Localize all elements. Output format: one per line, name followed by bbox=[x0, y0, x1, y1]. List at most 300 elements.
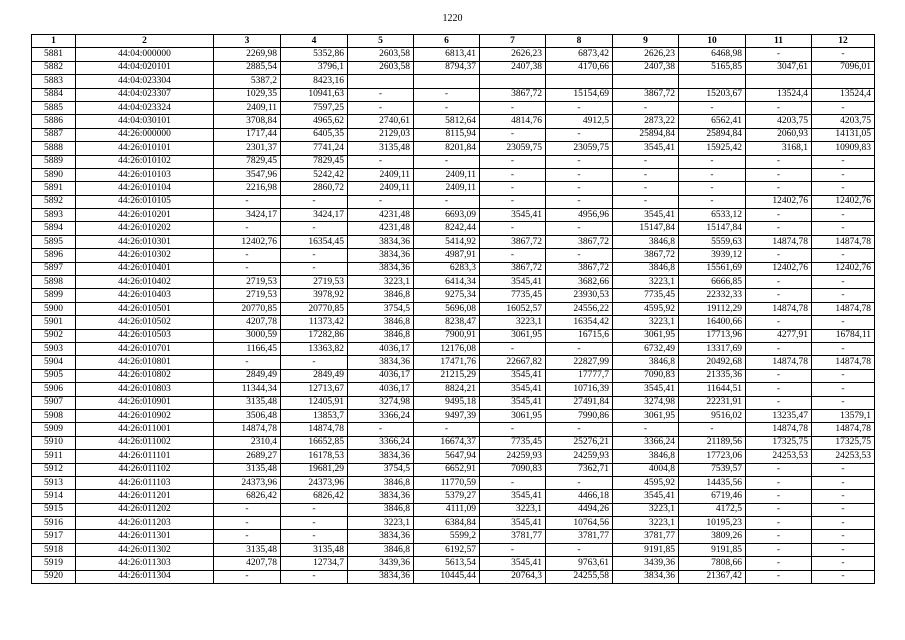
table-cell: - bbox=[812, 396, 875, 409]
table-cell: 3223,1 bbox=[480, 316, 546, 329]
table-cell: - bbox=[546, 182, 613, 195]
table-cell: 4231,48 bbox=[348, 209, 414, 222]
table-cell: - bbox=[348, 88, 414, 101]
table-cell: - bbox=[348, 423, 414, 436]
table-cell: - bbox=[812, 168, 875, 181]
table-cell: - bbox=[812, 517, 875, 530]
table-cell: - bbox=[746, 369, 812, 382]
table-cell: 3834,36 bbox=[348, 249, 414, 262]
table-cell: 3135,48 bbox=[214, 463, 281, 476]
table-cell: 7362,71 bbox=[546, 463, 613, 476]
table-cell: 44:26:010503 bbox=[76, 329, 214, 342]
table-cell: 7741,24 bbox=[281, 142, 348, 155]
table-cell: 23930,53 bbox=[546, 289, 613, 302]
table-cell: 2849,49 bbox=[214, 369, 281, 382]
table-row bbox=[32, 195, 875, 208]
table-cell: 14874,78 bbox=[812, 235, 875, 248]
table-row bbox=[32, 101, 875, 114]
table-cell: - bbox=[812, 222, 875, 235]
table-cell: 12402,76 bbox=[746, 195, 812, 208]
table-cell: 8423,16 bbox=[281, 75, 348, 88]
table-cell: 3135,48 bbox=[214, 543, 281, 556]
table-cell: 5920 bbox=[32, 570, 76, 583]
table-cell: 20492,68 bbox=[679, 356, 746, 369]
table-row bbox=[32, 423, 875, 436]
table-cell: - bbox=[348, 195, 414, 208]
table-cell: - bbox=[546, 195, 613, 208]
table-cell: - bbox=[214, 517, 281, 530]
column-header: 12 bbox=[812, 35, 875, 48]
table-cell bbox=[414, 75, 480, 88]
table-cell: 5165,85 bbox=[679, 61, 746, 74]
table-cell: 7900,91 bbox=[414, 329, 480, 342]
table-cell: 5907 bbox=[32, 396, 76, 409]
table-cell: 14874,78 bbox=[746, 302, 812, 315]
table-cell: 3424,17 bbox=[281, 209, 348, 222]
table-cell: 4595,92 bbox=[613, 302, 679, 315]
table-cell: 24253,53 bbox=[746, 450, 812, 463]
table-cell: 22827,99 bbox=[546, 356, 613, 369]
table-cell: 3867,72 bbox=[613, 249, 679, 262]
table-cell: 8238,47 bbox=[414, 316, 480, 329]
table-cell: 13235,47 bbox=[746, 409, 812, 422]
table-row bbox=[32, 88, 875, 101]
table-cell: 3135,48 bbox=[214, 396, 281, 409]
table-cell: 8115,94 bbox=[414, 128, 480, 141]
table-cell: 5913 bbox=[32, 476, 76, 489]
table-cell: 13524,4 bbox=[746, 88, 812, 101]
table-cell: 14874,78 bbox=[812, 302, 875, 315]
table-cell: 23059,75 bbox=[480, 142, 546, 155]
table-cell: - bbox=[812, 369, 875, 382]
table-cell: 3274,98 bbox=[613, 396, 679, 409]
table-cell: - bbox=[480, 222, 546, 235]
table-cell: - bbox=[546, 249, 613, 262]
table-cell: 17777,7 bbox=[546, 369, 613, 382]
table-cell: 2603,58 bbox=[348, 48, 414, 61]
table-row bbox=[32, 128, 875, 141]
table-cell: 3834,36 bbox=[613, 570, 679, 583]
table-row bbox=[32, 262, 875, 275]
table-cell: 1166,45 bbox=[214, 342, 281, 355]
table-cell: 5883 bbox=[32, 75, 76, 88]
table-cell: - bbox=[679, 101, 746, 114]
table-cell: 3846,8 bbox=[348, 316, 414, 329]
table-cell: 5647,94 bbox=[414, 450, 480, 463]
table-cell: 9275,34 bbox=[414, 289, 480, 302]
table-cell: 2603,58 bbox=[348, 61, 414, 74]
table-cell: - bbox=[414, 195, 480, 208]
table-cell: - bbox=[746, 289, 812, 302]
table-cell: 3545,41 bbox=[480, 490, 546, 503]
table-cell: 17471,76 bbox=[414, 356, 480, 369]
table-cell: - bbox=[414, 423, 480, 436]
table-cell: 2060,93 bbox=[746, 128, 812, 141]
table-cell: 3846,8 bbox=[348, 503, 414, 516]
table-cell: 16354,42 bbox=[546, 316, 613, 329]
table-row bbox=[32, 530, 875, 543]
column-header: 1 bbox=[32, 35, 76, 48]
table-cell: 4277,91 bbox=[746, 329, 812, 342]
table-cell: 5899 bbox=[32, 289, 76, 302]
table-cell bbox=[613, 75, 679, 88]
table-cell: 3682,66 bbox=[546, 276, 613, 289]
table-cell: - bbox=[812, 101, 875, 114]
table-cell: - bbox=[746, 517, 812, 530]
table-cell: 44:26:011002 bbox=[76, 436, 214, 449]
table-cell: 4203,75 bbox=[812, 115, 875, 128]
table-cell: 6719,46 bbox=[679, 490, 746, 503]
table-cell: 44:26:011301 bbox=[76, 530, 214, 543]
table-cell: 24373,96 bbox=[214, 476, 281, 489]
table-cell: - bbox=[348, 155, 414, 168]
table-cell: - bbox=[281, 503, 348, 516]
table-cell: 4987,91 bbox=[414, 249, 480, 262]
table-cell: 17713,96 bbox=[679, 329, 746, 342]
table-cell: 16715,6 bbox=[546, 329, 613, 342]
table-cell: - bbox=[746, 503, 812, 516]
table-cell: - bbox=[812, 155, 875, 168]
table-cell: 9516,02 bbox=[679, 409, 746, 422]
table-cell: 5894 bbox=[32, 222, 76, 235]
table-cell: 3545,41 bbox=[480, 209, 546, 222]
table-cell: 4231,48 bbox=[348, 222, 414, 235]
table-cell: 6192,57 bbox=[414, 543, 480, 556]
table-cell: 3834,36 bbox=[348, 356, 414, 369]
table-cell: 3545,41 bbox=[613, 142, 679, 155]
table-cell: - bbox=[746, 276, 812, 289]
table-cell: 9495,18 bbox=[414, 396, 480, 409]
table-cell: 3846,8 bbox=[348, 476, 414, 489]
table-cell: - bbox=[679, 195, 746, 208]
table-cell: 3223,1 bbox=[613, 276, 679, 289]
table-cell: 3978,92 bbox=[281, 289, 348, 302]
table-cell: 2269,98 bbox=[214, 48, 281, 61]
table-cell: 7096,01 bbox=[812, 61, 875, 74]
table-cell: 12402,76 bbox=[812, 195, 875, 208]
table-cell: 1029,35 bbox=[214, 88, 281, 101]
table-cell: - bbox=[480, 195, 546, 208]
table-cell: 6873,42 bbox=[546, 48, 613, 61]
table-cell: - bbox=[414, 88, 480, 101]
table-cell: - bbox=[679, 155, 746, 168]
table-cell: - bbox=[480, 101, 546, 114]
table-cell: - bbox=[480, 249, 546, 262]
page-number: 1220 bbox=[442, 13, 463, 24]
table-cell: - bbox=[746, 155, 812, 168]
table-cell: - bbox=[746, 222, 812, 235]
table-cell: - bbox=[546, 423, 613, 436]
table-cell: 44:26:010902 bbox=[76, 409, 214, 422]
table-cell: 6826,42 bbox=[281, 490, 348, 503]
table-cell: 5915 bbox=[32, 503, 76, 516]
table-cell: 2626,23 bbox=[480, 48, 546, 61]
table-cell: 16674,37 bbox=[414, 436, 480, 449]
table-cell: 9763,61 bbox=[546, 557, 613, 570]
table-cell: - bbox=[746, 168, 812, 181]
table-cell: - bbox=[480, 155, 546, 168]
table-cell: 44:04:000000 bbox=[76, 48, 214, 61]
table-cell: 3366,24 bbox=[613, 436, 679, 449]
column-header: 2 bbox=[76, 35, 214, 48]
table-cell: 44:04:023304 bbox=[76, 75, 214, 88]
table-cell: - bbox=[746, 101, 812, 114]
table-cell: 6405,35 bbox=[281, 128, 348, 141]
table-row bbox=[32, 115, 875, 128]
table-cell: 5912 bbox=[32, 463, 76, 476]
table-cell: 11344,34 bbox=[214, 383, 281, 396]
table-cell: 3223,1 bbox=[613, 503, 679, 516]
table-cell: 3545,41 bbox=[613, 383, 679, 396]
table-cell: - bbox=[812, 209, 875, 222]
table-cell: 14435,56 bbox=[679, 476, 746, 489]
table-cell: - bbox=[613, 155, 679, 168]
table-row bbox=[32, 570, 875, 583]
table-cell: - bbox=[480, 543, 546, 556]
table-cell: 44:26:011102 bbox=[76, 463, 214, 476]
table-cell: 2740,61 bbox=[348, 115, 414, 128]
table-cell: 44:04:020101 bbox=[76, 61, 214, 74]
table-cell: 10941,63 bbox=[281, 88, 348, 101]
table-cell: - bbox=[679, 168, 746, 181]
table-cell: 7829,45 bbox=[214, 155, 281, 168]
table-cell: 6732,49 bbox=[613, 342, 679, 355]
table-cell: 5897 bbox=[32, 262, 76, 275]
table-cell: 44:26:010302 bbox=[76, 249, 214, 262]
table-cell: - bbox=[746, 570, 812, 583]
table-cell: 6693,09 bbox=[414, 209, 480, 222]
table-cell: - bbox=[746, 463, 812, 476]
table-cell: 4965,62 bbox=[281, 115, 348, 128]
table-cell: 44:04:030101 bbox=[76, 115, 214, 128]
table-cell: 10764,56 bbox=[546, 517, 613, 530]
table-cell: - bbox=[812, 530, 875, 543]
table-cell: 12402,76 bbox=[214, 235, 281, 248]
table-cell: 3545,41 bbox=[480, 517, 546, 530]
table-cell: 3754,5 bbox=[348, 302, 414, 315]
table-cell: 6533,12 bbox=[679, 209, 746, 222]
table-cell: 44:26:010403 bbox=[76, 289, 214, 302]
table-cell: 2719,53 bbox=[214, 289, 281, 302]
table-cell: 5893 bbox=[32, 209, 76, 222]
column-header: 4 bbox=[281, 35, 348, 48]
table-cell: 16400,66 bbox=[679, 316, 746, 329]
table-cell: 24255,58 bbox=[546, 570, 613, 583]
table-cell: 15203,67 bbox=[679, 88, 746, 101]
table-cell: 5812,64 bbox=[414, 115, 480, 128]
table-cell: 44:26:010101 bbox=[76, 142, 214, 155]
table-cell: - bbox=[746, 530, 812, 543]
table-cell: 5889 bbox=[32, 155, 76, 168]
table-cell: 2409,11 bbox=[348, 168, 414, 181]
table-cell: 6562,41 bbox=[679, 115, 746, 128]
table-cell: 8242,44 bbox=[414, 222, 480, 235]
table-cell: - bbox=[281, 222, 348, 235]
table-cell: 17325,75 bbox=[746, 436, 812, 449]
table-cell: 44:26:010402 bbox=[76, 276, 214, 289]
table-cell: - bbox=[214, 570, 281, 583]
table-cell: 2409,11 bbox=[214, 101, 281, 114]
table-row bbox=[32, 209, 875, 222]
table-cell: 19681,29 bbox=[281, 463, 348, 476]
table-cell: 6384,84 bbox=[414, 517, 480, 530]
table-cell: 5414,92 bbox=[414, 235, 480, 248]
table-cell: - bbox=[613, 182, 679, 195]
table-cell: - bbox=[546, 222, 613, 235]
table-cell: 17723,06 bbox=[679, 450, 746, 463]
table-cell: 3867,72 bbox=[480, 88, 546, 101]
table-cell: 20770,85 bbox=[281, 302, 348, 315]
table-cell: 44:26:010105 bbox=[76, 195, 214, 208]
table-cell: 3781,77 bbox=[613, 530, 679, 543]
table-row bbox=[32, 356, 875, 369]
table-cell: 44:26:010701 bbox=[76, 342, 214, 355]
table-cell: 3846,8 bbox=[348, 329, 414, 342]
table-cell: 7090,83 bbox=[480, 463, 546, 476]
table-cell: 3061,95 bbox=[613, 409, 679, 422]
table-cell: 5914 bbox=[32, 490, 76, 503]
table-cell: 44:26:010802 bbox=[76, 369, 214, 382]
table-cell: 5901 bbox=[32, 316, 76, 329]
table-cell: 3061,95 bbox=[480, 329, 546, 342]
table-cell: 4036,17 bbox=[348, 342, 414, 355]
table-cell: 16652,85 bbox=[281, 436, 348, 449]
table-row bbox=[32, 302, 875, 315]
table-cell: 2310,4 bbox=[214, 436, 281, 449]
table-cell: - bbox=[480, 128, 546, 141]
table-cell: - bbox=[546, 543, 613, 556]
table-cell: 24259,93 bbox=[546, 450, 613, 463]
table-cell: 4814,76 bbox=[480, 115, 546, 128]
table-cell: 5905 bbox=[32, 369, 76, 382]
table-cell bbox=[348, 75, 414, 88]
table-cell: 5890 bbox=[32, 168, 76, 181]
table-cell: - bbox=[812, 48, 875, 61]
table-cell: 5900 bbox=[32, 302, 76, 315]
table-cell: 4466,18 bbox=[546, 490, 613, 503]
table-row bbox=[32, 517, 875, 530]
table-cell: - bbox=[546, 155, 613, 168]
table-cell: 5885 bbox=[32, 101, 76, 114]
table-cell: 8824,21 bbox=[414, 383, 480, 396]
table-cell: - bbox=[812, 463, 875, 476]
table-cell: 3135,48 bbox=[281, 543, 348, 556]
table-cell: - bbox=[281, 570, 348, 583]
table-cell: - bbox=[812, 182, 875, 195]
table-cell: 13317,69 bbox=[679, 342, 746, 355]
table-cell: 2409,11 bbox=[414, 182, 480, 195]
table-cell: 3867,72 bbox=[480, 262, 546, 275]
table-cell: 5902 bbox=[32, 329, 76, 342]
table-row bbox=[32, 369, 875, 382]
table-cell: 14874,78 bbox=[812, 356, 875, 369]
table-cell: 12405,91 bbox=[281, 396, 348, 409]
table-cell: - bbox=[546, 168, 613, 181]
table-cell: 44:26:011001 bbox=[76, 423, 214, 436]
table-cell: - bbox=[812, 316, 875, 329]
table-cell: 5888 bbox=[32, 142, 76, 155]
table-row bbox=[32, 490, 875, 503]
table-row bbox=[32, 409, 875, 422]
table-cell: - bbox=[281, 517, 348, 530]
table-row bbox=[32, 48, 875, 61]
table-cell: - bbox=[746, 476, 812, 489]
table-cell: 2885,54 bbox=[214, 61, 281, 74]
table-cell: 5886 bbox=[32, 115, 76, 128]
table-cell bbox=[746, 75, 812, 88]
column-header: 5 bbox=[348, 35, 414, 48]
table-cell: 3545,41 bbox=[613, 490, 679, 503]
table-cell: 2216,98 bbox=[214, 182, 281, 195]
table-cell: 5898 bbox=[32, 276, 76, 289]
table-cell: 5904 bbox=[32, 356, 76, 369]
table-cell: 5559,63 bbox=[679, 235, 746, 248]
table-row bbox=[32, 383, 875, 396]
table-cell: 5906 bbox=[32, 383, 76, 396]
table-cell: 3061,95 bbox=[613, 329, 679, 342]
table-cell: 44:26:010801 bbox=[76, 356, 214, 369]
table-cell: 9497,39 bbox=[414, 409, 480, 422]
table-row bbox=[32, 503, 875, 516]
table-cell: 5918 bbox=[32, 543, 76, 556]
table-cell: 21215,29 bbox=[414, 369, 480, 382]
table-cell: 3796,1 bbox=[281, 61, 348, 74]
table-cell: 3223,1 bbox=[348, 276, 414, 289]
table-cell: 3545,41 bbox=[480, 396, 546, 409]
table-cell: 5895 bbox=[32, 235, 76, 248]
table-cell: 4036,17 bbox=[348, 383, 414, 396]
table-cell: 6468,98 bbox=[679, 48, 746, 61]
table-cell: - bbox=[812, 543, 875, 556]
table-cell: 5908 bbox=[32, 409, 76, 422]
table-cell: 8201,84 bbox=[414, 142, 480, 155]
table-cell: 14131,05 bbox=[812, 128, 875, 141]
table-cell: - bbox=[546, 342, 613, 355]
table-cell: - bbox=[812, 503, 875, 516]
table-cell: 3366,24 bbox=[348, 436, 414, 449]
table-cell: 7808,66 bbox=[679, 557, 746, 570]
table-cell: 44:26:010901 bbox=[76, 396, 214, 409]
table-cell: 3223,1 bbox=[348, 517, 414, 530]
table-row bbox=[32, 276, 875, 289]
column-header: 3 bbox=[214, 35, 281, 48]
table-cell: 3135,48 bbox=[348, 142, 414, 155]
column-header: 9 bbox=[613, 35, 679, 48]
table-row bbox=[32, 235, 875, 248]
table-cell: - bbox=[546, 101, 613, 114]
table-cell: 16178,53 bbox=[281, 450, 348, 463]
table-cell: - bbox=[679, 423, 746, 436]
table-cell: 3846,8 bbox=[348, 543, 414, 556]
table-cell: 5903 bbox=[32, 342, 76, 355]
table-cell: 3545,41 bbox=[613, 209, 679, 222]
table-cell: 5891 bbox=[32, 182, 76, 195]
table-cell: 10716,39 bbox=[546, 383, 613, 396]
table-cell: 44:26:011201 bbox=[76, 490, 214, 503]
table-cell: 4595,92 bbox=[613, 476, 679, 489]
data-table bbox=[31, 34, 875, 584]
table-cell: 2860,72 bbox=[281, 182, 348, 195]
table-cell: 6666,85 bbox=[679, 276, 746, 289]
table-cell: - bbox=[746, 182, 812, 195]
header-row bbox=[32, 35, 875, 48]
table-cell: 15147,84 bbox=[613, 222, 679, 235]
table-body bbox=[32, 48, 875, 584]
table-cell: 10195,23 bbox=[679, 517, 746, 530]
table-cell: 4912,5 bbox=[546, 115, 613, 128]
table-cell: - bbox=[214, 503, 281, 516]
table-cell: - bbox=[613, 195, 679, 208]
